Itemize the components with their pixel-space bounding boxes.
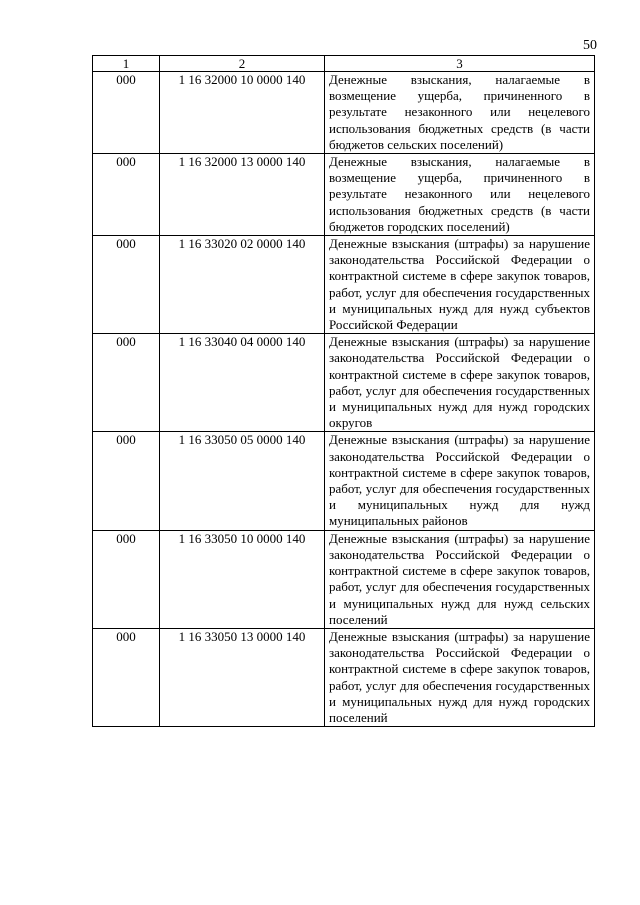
table-row bbox=[93, 628, 595, 726]
admin-code-cell: 000 bbox=[93, 432, 160, 530]
column-header-1: 1 bbox=[93, 56, 160, 72]
admin-code-cell: 000 bbox=[93, 334, 160, 432]
income-name-cell: Денежные взыскания (штрафы) за нарушение законодательства Российской Федерации о контрактной системе в сфере закупок товаров, работ, услуг для обеспечения государственных и муниципальных нужд для нужд городских округов bbox=[325, 334, 595, 432]
income-name-cell: Денежные взыскания (штрафы) за нарушение законодательства Российской Федерации о контрактной системе в сфере закупок товаров, работ, услуг для обеспечения государственных и муниципальных нужд для нужд муниципальных районов bbox=[325, 432, 595, 530]
income-name-cell: Денежные взыскания, налагаемые в возмещение ущерба, причиненного в результате незаконного или нецелевого использования бюджетных средств (в части бюджетов городских поселений) bbox=[325, 154, 595, 236]
income-name-cell: Денежные взыскания (штрафы) за нарушение законодательства Российской Федерации о контрактной системе в сфере закупок товаров, работ, услуг для обеспечения государственных и муниципальных нужд для нужд субъектов Российской Федерации bbox=[325, 236, 595, 334]
table-header-row bbox=[93, 56, 595, 72]
admin-code-cell: 000 bbox=[93, 236, 160, 334]
column-header-3: 3 bbox=[325, 56, 595, 72]
budget-code-cell: 1 16 33050 10 0000 140 bbox=[160, 530, 325, 628]
table-row bbox=[93, 154, 595, 236]
budget-code-cell: 1 16 32000 13 0000 140 bbox=[160, 154, 325, 236]
budget-code-cell: 1 16 33050 05 0000 140 bbox=[160, 432, 325, 530]
budget-code-cell: 1 16 33040 04 0000 140 bbox=[160, 334, 325, 432]
budget-code-cell: 1 16 32000 10 0000 140 bbox=[160, 72, 325, 154]
table-row bbox=[93, 334, 595, 432]
income-name-cell: Денежные взыскания, налагаемые в возмещение ущерба, причиненного в результате незаконного или нецелевого использования бюджетных средств (в части бюджетов сельских поселений) bbox=[325, 72, 595, 154]
income-name-cell: Денежные взыскания (штрафы) за нарушение законодательства Российской Федерации о контрактной системе в сфере закупок товаров, работ, услуг для обеспечения государственных и муниципальных нужд для нужд городских поселений bbox=[325, 628, 595, 726]
table-row bbox=[93, 530, 595, 628]
column-header-2: 2 bbox=[160, 56, 325, 72]
table-row bbox=[93, 432, 595, 530]
budget-code-cell: 1 16 33050 13 0000 140 bbox=[160, 628, 325, 726]
admin-code-cell: 000 bbox=[93, 628, 160, 726]
budget-code-cell: 1 16 33020 02 0000 140 bbox=[160, 236, 325, 334]
income-name-cell: Денежные взыскания (штрафы) за нарушение законодательства Российской Федерации о контрактной системе в сфере закупок товаров, работ, услуг для обеспечения государственных и муниципальных нужд для нужд сельских поселений bbox=[325, 530, 595, 628]
admin-code-cell: 000 bbox=[93, 154, 160, 236]
budget-codes-table bbox=[92, 55, 595, 727]
page-number: 50 bbox=[583, 38, 597, 53]
table-row bbox=[93, 236, 595, 334]
table-row bbox=[93, 72, 595, 154]
admin-code-cell: 000 bbox=[93, 72, 160, 154]
admin-code-cell: 000 bbox=[93, 530, 160, 628]
